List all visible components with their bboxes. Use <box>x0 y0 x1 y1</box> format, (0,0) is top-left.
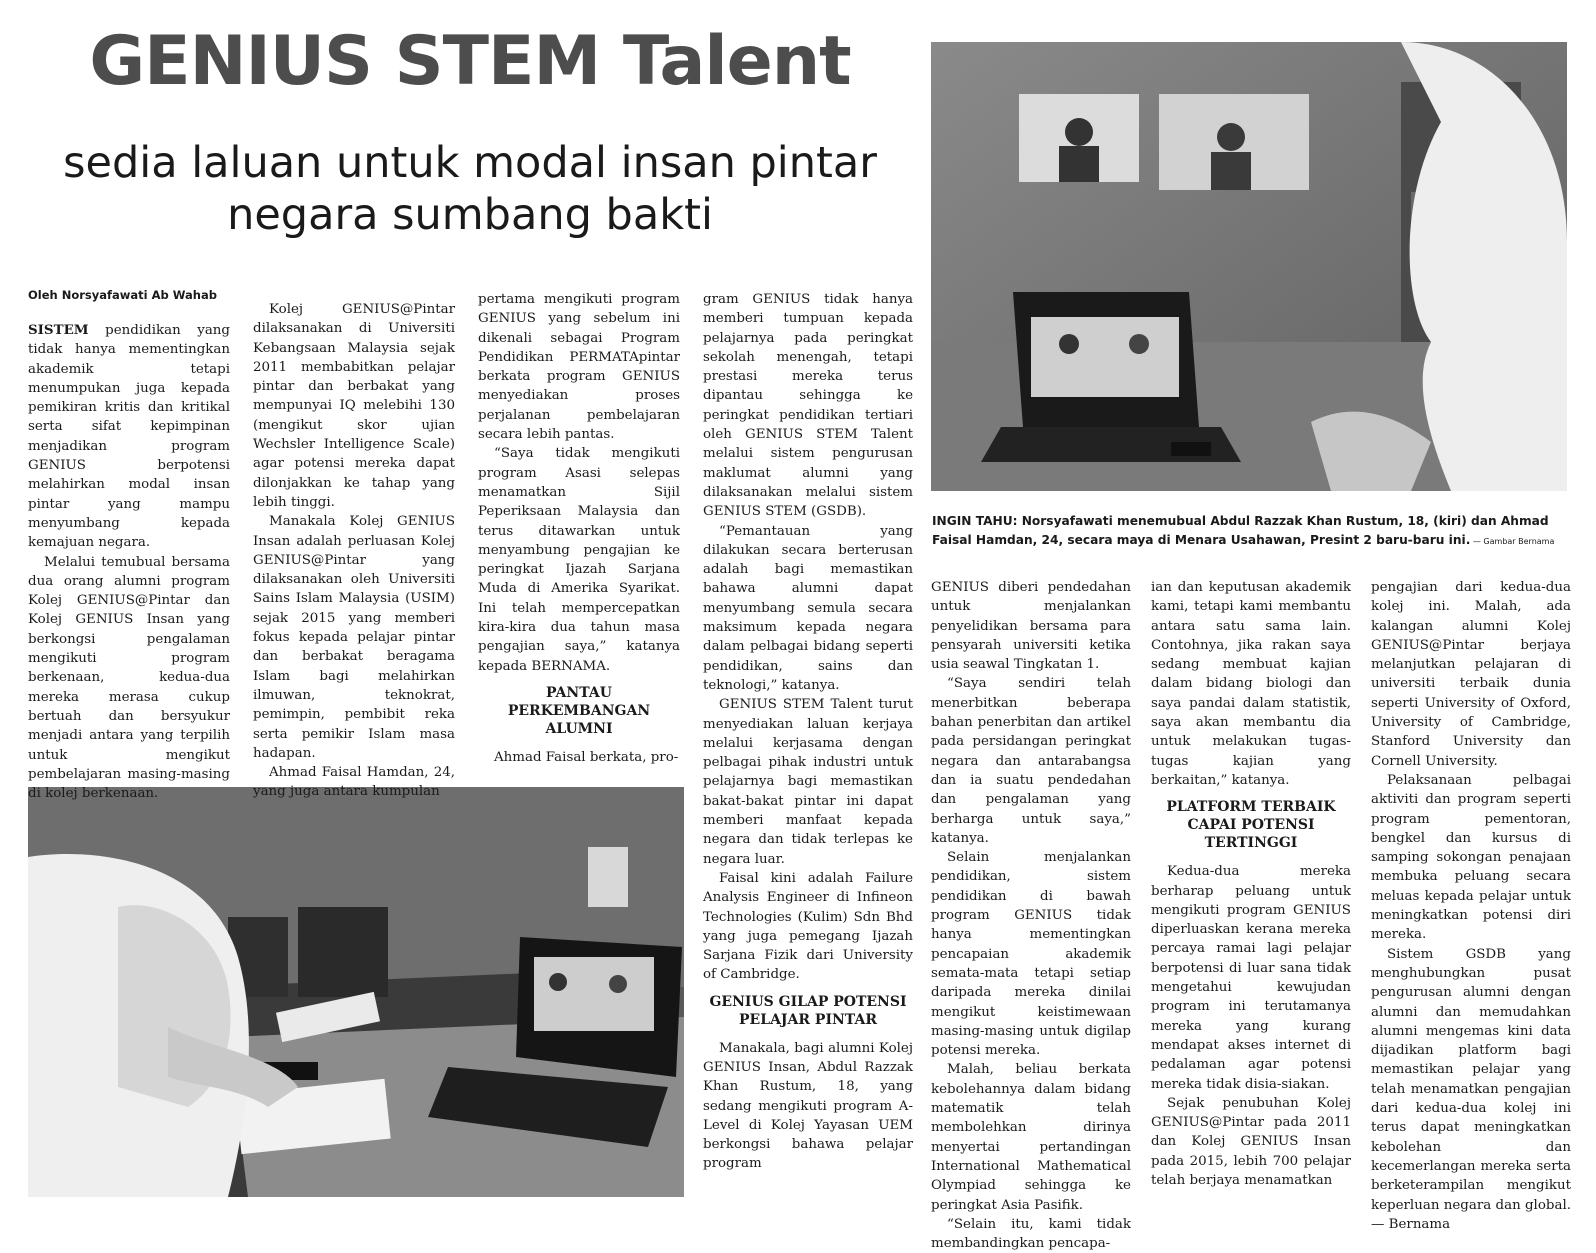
paragraph: “Selain itu, kami tidak membandingkan pencapa- <box>931 1216 1131 1252</box>
paragraph: Pelaksanaan pelbagai aktiviti dan program seperti program pementoran, bengkel dan kursus di samping sokongan penajaan membuka peluang secara meluas kepada pelajar untuk meningkatkan potensi diri mereka. <box>1371 772 1571 943</box>
subheading-genius-gilap: GENIUS GILAP POTENSI PELAJAR PINTAR <box>709 993 907 1028</box>
paragraph: Faisal kini adalah Failure Analysis Engineer di Infineon Technologies (Kulim) Sdn Bhd yang juga pemegang Ijazah Sarjana Fizik dari University of Cambridge. <box>703 870 913 983</box>
article-column-7 <box>1371 578 1571 1234</box>
paragraph: “Pemantauan yang dilakukan secara berterusan adalah bagi memastikan bahawa alumni dapat menyumbang semula secara maksimum kepada negara dalam pelbagai bidang seperti pendidikan, sains dan teknologi,” katanya. <box>703 523 913 693</box>
article-column-4 <box>703 290 913 1174</box>
subheading-platform: PLATFORM TERBAIK CAPAI POTENSI TERTINGGI <box>1166 799 1336 852</box>
paragraph: “Saya tidak mengikuti program Asasi selepas menamatkan Sijil Peperiksaan Malaysia dan terus ditawarkan untuk menyambung pengajian ke peringkat Ijazah Sarjana Muda di Amerika Syarikat. Ini telah mempercepatkan kira-kira dua tahun masa pengajian saya,” katanya kepada BERNAMA. <box>478 446 680 674</box>
lead-paragraph-text: pendidikan yang tidak hanya mementingkan akademik tetapi menumpukan juga kepada pemikiran kritis dan kritikal serta sifat kepimpinan menjadikan program GENIUS berpotensi melahirkan modal insan pintar yang mampu menyumbang kepada kemajuan negara. <box>28 323 230 551</box>
paragraph: “Saya sendiri telah menerbitkan beberapa bahan penerbitan dan artikel pada persidangan peringkat negara dan antarabangsa dan ia suatu pendedahan dan pengalaman yang berharga untuk saya,” katanya. <box>931 676 1131 846</box>
paragraph: pengajian dari kedua-dua kolej ini. Malah, ada kalangan alumni Kolej GENIUS@Pintar berjaya melanjutkan pelajaran di universiti terbaik dunia seperti University of Oxford, University of Cambridge, Stanford University dan Cornell University. <box>1371 580 1571 769</box>
paragraph: Ahmad Faisal berkata, pro- <box>494 749 679 765</box>
headline: GENIUS STEM Talent <box>89 22 851 101</box>
caption-text: Norsyafawati menemubual Abdul Razzak Khan Rustum, 18, (kiri) dan Ahmad Faisal Hamdan, 24, secara maya di Menara Usahawan, Presint 2 baru-baru ini. <box>932 514 1549 547</box>
paragraph: Kolej GENIUS@Pintar dilaksanakan di Universiti Kebangsaan Malaysia sejak 2011 membabitkan pelajar pintar dan berbakat yang mempunyai IQ melebihi 130 (mengikut skor ujian Wechsler Intelligence Scale) agar potensi mereka dapat dilonjakkan ke tahap yang lebih tinggi. <box>253 302 455 510</box>
caption-credit: — Gambar Bernama <box>1470 537 1555 546</box>
subheading-pantau: PANTAU PERKEMBANGAN ALUMNI <box>507 684 651 737</box>
photo-video-interview-image <box>931 42 1567 491</box>
paragraph: Melalui temubual bersama dua orang alumni program Kolej GENIUS@Pintar dan Kolej GENIUS Insan yang berkongsi pengalaman mengikuti program berkenaan, kedua-dua mereka merasa cukup bertuah dan bersyukur menjadi antara yang terpilih untuk mengikut pembelajaran masing-masing di kolej berkenaan. <box>28 554 230 802</box>
article-column-2 <box>253 300 455 802</box>
paragraph: Manakala Kolej GENIUS Insan adalah perluasan Kolej GENIUS@Pintar yang dilaksanakan oleh Universiti Sains Islam Malaysia (USIM) sejak 2015 yang memberi fokus kepada pelajar pintar dan berbakat beragama Islam bagi melahirkan ilmuwan, teknokrat, pemimpin, pembibit reka serta pemikir Islam masa hadapan. <box>253 514 455 761</box>
paragraph: gram GENIUS tidak hanya memberi tumpuan kepada pelajarnya pada peringkat sekolah menengah, tetapi prestasi mereka terus dipantau sehingga ke peringkat pendidikan tertiari oleh GENIUS STEM Talent melalui sistem pengurusan maklumat alumni yang dilaksanakan melalui sistem GENIUS STEM (GSDB). <box>703 292 913 520</box>
lead-word: SISTEM <box>28 322 89 338</box>
paragraph: Ahmad Faisal Hamdan, 24, yang juga antara kumpulan <box>253 765 455 800</box>
paragraph: GENIUS diberi pendedahan untuk menjalankan penyelidikan bersama para pensyarah universiti ketika usia seawal Tingkatan 1. <box>931 580 1131 673</box>
article-column-3 <box>478 290 680 767</box>
byline: Oleh Norsyafawati Ab Wahab <box>28 288 217 302</box>
paragraph: GENIUS STEM Talent turut menyediakan laluan kerjaya melalui kerjasama dengan pelbagai pihak industri untuk pelajarnya bagi memastikan bakat-bakat pintar ini dapat memberi manfaat kepada negara dan tidak terlepas ke negara luar. <box>703 697 913 867</box>
paragraph: Manakala, bagi alumni Kolej GENIUS Insan, Abdul Razzak Khan Rustum, 18, yang sedang mengikuti program A-Level di Kolej Yayasan UEM berkongsi bahawa pelajar program <box>703 1040 913 1172</box>
paragraph: pertama mengikuti program GENIUS yang sebelum ini dikenali sebagai Program Pendidikan PERMATApintar berkata program GENIUS menyediakan proses perjalanan pembelajaran secara lebih pantas. <box>478 292 680 443</box>
photo-video-interview <box>931 42 1567 491</box>
paragraph <box>28 321 230 553</box>
photo-caption <box>932 512 1572 551</box>
paragraph: ian dan keputusan akademik kami, tetapi kami membantu antara satu sama lain. Contohnya, jika rakan saya sedang membuat kajian dalam bidang biologi dan saya pandai dalam statistik, saya akan membantu dia untuk melakukan tugas-tugas kajian yang berkaitan,” katanya. <box>1151 580 1351 788</box>
photo-interviewer-laptop <box>28 787 684 1197</box>
paragraph: Kedua-dua mereka berharap peluang untuk mengikuti program GENIUS diperluaskan kerana mereka percaya ramai lagi pelajar berpotensi di luar sana tidak mengetahui kewujudan program ini terutamanya mereka yang kurang mendapat akses internet di pedalaman agar potensi mereka tidak disia-siakan. <box>1151 864 1351 1092</box>
photo-interviewer-laptop-image <box>28 787 684 1197</box>
paragraph: Sejak penubuhan Kolej GENIUS@Pintar pada 2011 dan Kolej GENIUS Insan pada 2015, lebih 700 pelajar telah berjaya menamatkan <box>1151 1095 1351 1189</box>
article-column-1 <box>28 321 230 803</box>
article-column-5 <box>931 578 1131 1253</box>
article-column-6 <box>1151 578 1351 1190</box>
paragraph: Selain menjalankan pendidikan, sistem pendidikan di bawah program GENIUS tidak hanya mementingkan pencapaian akademik semata-mata tetapi setiap daripada mereka dinilai mengikut keistimewaan masing-masing untuk digilap potensi mereka. <box>931 850 1131 1059</box>
subheadline: sedia laluan untuk modal insan pintar negara sumbang bakti <box>63 138 877 240</box>
caption-label: INGIN TAHU: <box>932 514 1018 528</box>
paragraph: Sistem GSDB yang menghubungkan pusat pengurusan alumni dengan alumni dan memudahkan alumni mengemas kini data dijadikan platform bagi memastikan pelajar yang telah menamatkan pengajian dari kedua-dua kolej ini terus dapat meningkatkan kebolehan dan kecemerlangan mereka serta berketerampilan mengikut keperluan negara dan global. — Bernama <box>1371 946 1571 1232</box>
paragraph: Malah, beliau berkata kebolehannya dalam bidang matematik telah membolehkan dirinya menyertai pertandingan International Mathematical Olympiad sehingga ke peringkat Asia Pasifik. <box>931 1062 1131 1213</box>
